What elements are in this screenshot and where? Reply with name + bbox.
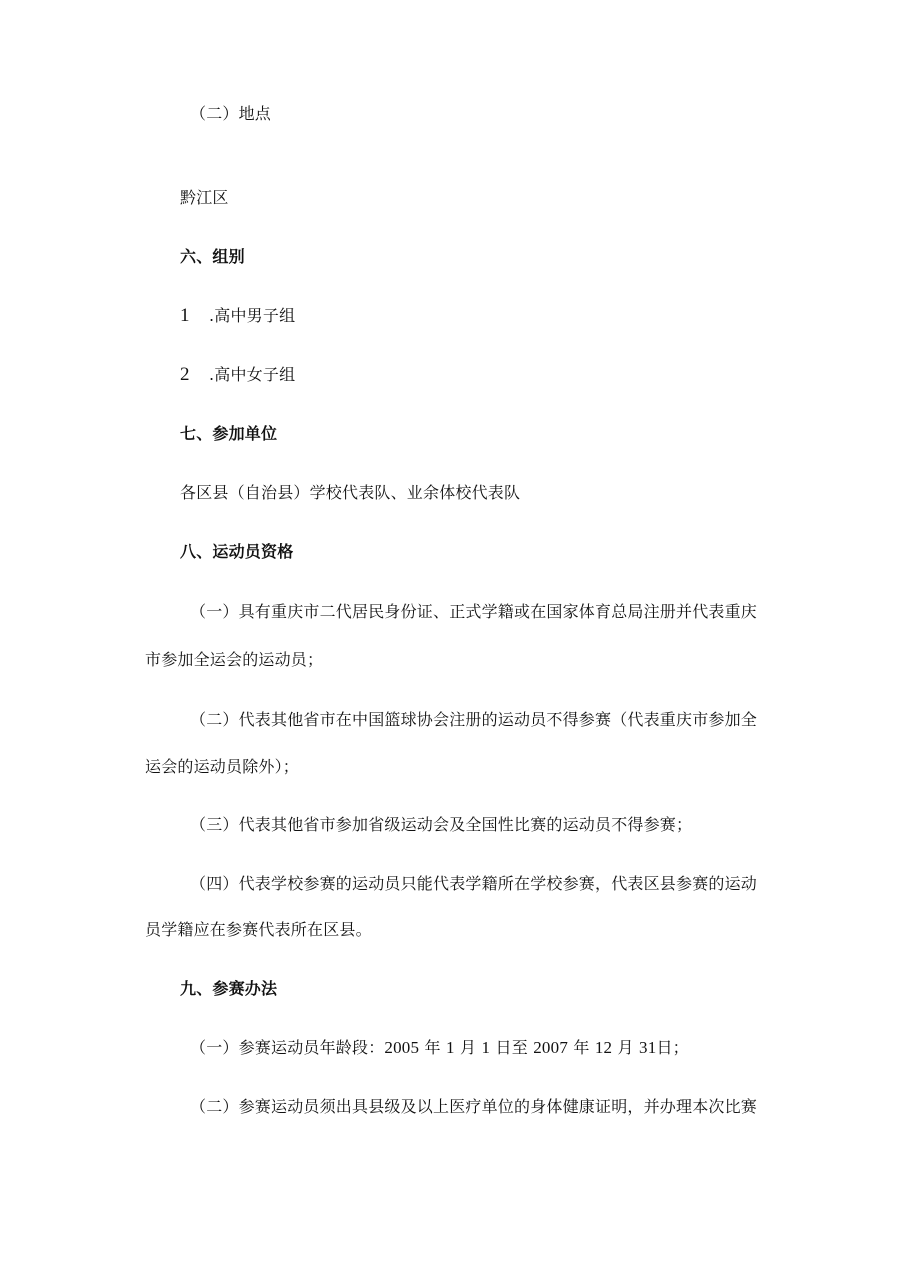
month-label: 月 <box>460 1038 477 1057</box>
location-value: 黔江区 <box>180 188 229 207</box>
participation-item-1 <box>190 1038 689 1058</box>
participation-item-2-line1: （二）参赛运动员须出具县级及以上医疗单位的身体健康证明，并办理本次比赛 <box>190 1097 758 1116</box>
qualification-item-3: （三）代表其他省市参加省级运动会及全国性比赛的运动员不得参赛； <box>190 815 693 834</box>
group-item-1 <box>180 306 295 326</box>
end-month: 12 <box>594 1038 613 1057</box>
section6-title: 六、组别 <box>180 247 245 266</box>
start-day: 1 <box>481 1038 491 1057</box>
group-label: .高中女子组 <box>209 365 296 384</box>
section7-title: 七、参加单位 <box>180 424 278 443</box>
group-number: 2 <box>180 364 190 385</box>
year-label: 年 <box>573 1038 590 1057</box>
end-day: 31 <box>639 1038 657 1057</box>
section7-body: 各区县（自治县）学校代表队、业余体校代表队 <box>180 483 521 502</box>
end-year: 2007 <box>533 1038 569 1057</box>
day-to-label: 日至 <box>495 1038 528 1057</box>
qualification-item-1-line1: （一）具有重庆市二代居民身份证、正式学籍或在国家体育总局注册并代表重庆 <box>190 602 758 621</box>
qualification-item-2-line2: 运会的运动员除外）； <box>145 757 300 776</box>
start-month: 1 <box>446 1038 455 1057</box>
section8-title: 八、运动员资格 <box>180 542 294 561</box>
start-year: 2005 <box>384 1038 420 1057</box>
day-label: 日； <box>656 1038 689 1057</box>
qualification-item-1-line2: 市参加全运会的运动员； <box>145 650 324 669</box>
month-label: 月 <box>617 1038 634 1057</box>
qualification-item-2-line1: （二）代表其他省市在中国篮球协会注册的运动员不得参赛（代表重庆市参加全 <box>190 710 758 729</box>
group-label: .高中男子组 <box>209 306 296 325</box>
location-heading: （二）地点 <box>190 104 272 123</box>
qualification-item-4-line2: 员学籍应在参赛代表所在区县。 <box>145 920 372 939</box>
group-item-2 <box>180 365 295 385</box>
qualification-item-4-line1: （四）代表学校参赛的运动员只能代表学籍所在学校参赛，代表区县参赛的运动 <box>190 874 758 893</box>
section9-title: 九、参赛办法 <box>180 979 278 998</box>
group-number: 1 <box>180 305 190 326</box>
age-range-prefix: （一）参赛运动员年龄段： <box>190 1038 385 1057</box>
year-label: 年 <box>424 1038 441 1057</box>
